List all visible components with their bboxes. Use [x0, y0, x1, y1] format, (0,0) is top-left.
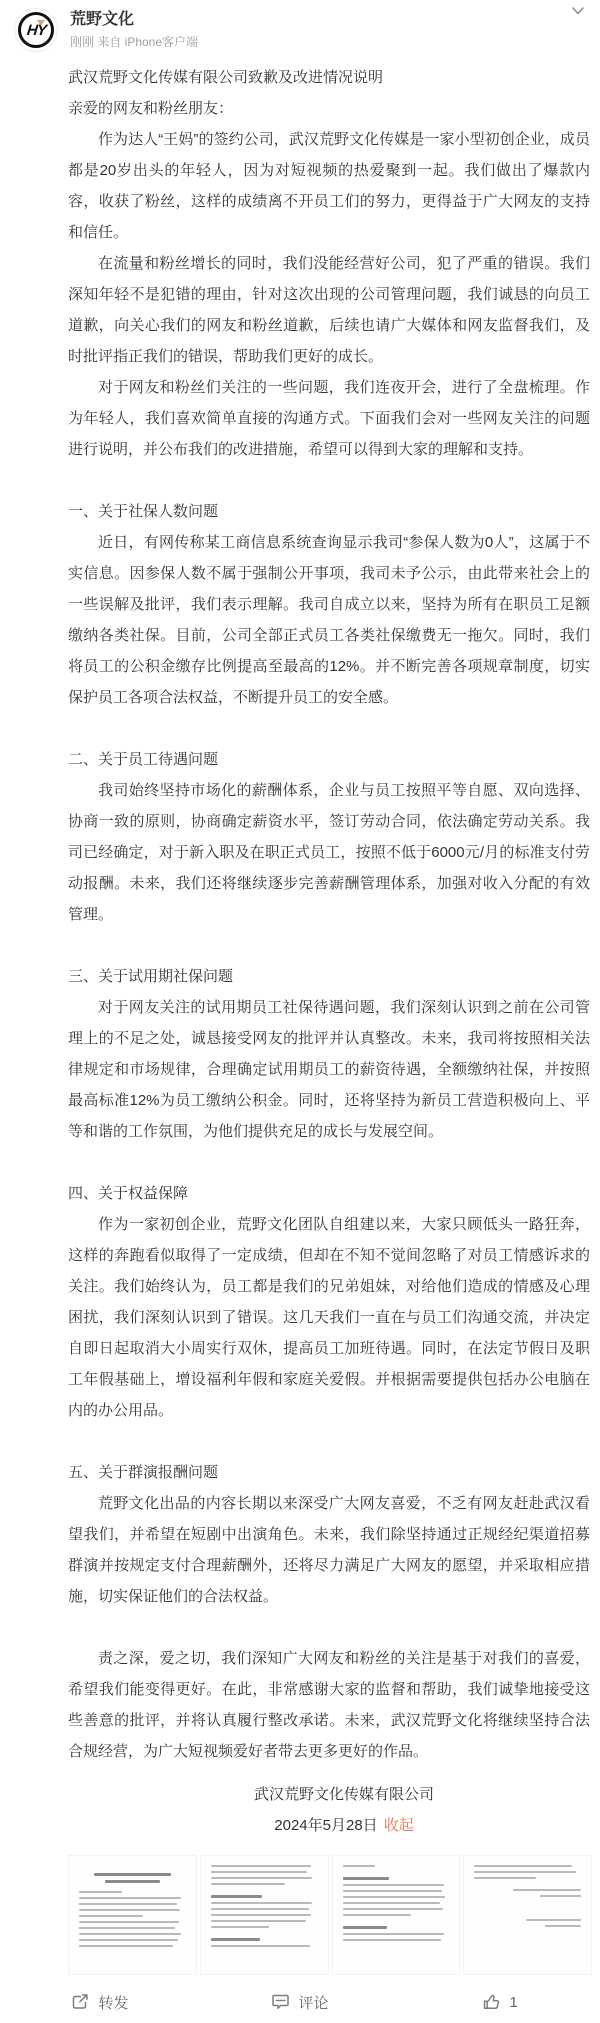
collapse-link[interactable]: 收起: [383, 1817, 414, 1834]
repost-icon: [71, 1993, 90, 2011]
chevron-down-icon[interactable]: [570, 4, 586, 22]
section-body: 荒野文化出品的内容长期以来深受广大网友喜爱，不乏有网友赶赴武汉看望我们，并希望在短剧中出演角色。未来，我们除坚持通过正规经纪渠道招募群演并按规定支付合理薪酬外，还将尽力满足广大网友的愿望，并采取相应措施，切实保证他们的合法权益。: [68, 1495, 590, 1605]
repost-button[interactable]: [0, 1992, 200, 2013]
action-bar: [0, 1987, 600, 2017]
avatar-accent-triangle: [37, 20, 45, 26]
post-meta: 刚刚 来自 iPhone客户端: [70, 35, 199, 49]
signature-company: 武汉荒野文化传媒有限公司: [253, 1786, 434, 1803]
comment-label: 评论: [298, 1994, 329, 2012]
statement-title: 武汉荒野文化传媒有限公司致歉及改进情况说明: [68, 69, 384, 86]
salutation: 亲爱的网友和粉丝朋友：: [68, 100, 234, 117]
like-count: 1: [509, 1993, 518, 2011]
section-heading: 四、关于权益保障: [68, 1185, 189, 1202]
avatar[interactable]: [14, 8, 58, 52]
author-name[interactable]: 荒野文化: [70, 11, 135, 28]
avatar-monogram: HY: [25, 21, 47, 39]
post-text: [68, 62, 590, 1841]
section-body: 作为一家初创企业，荒野文化团队自组建以来，大家只顾低头一路狂奔，这样的奔跑看似取得了一定成绩，但却在不知不觉间忽略了对员工情感诉求的关注。我们始终认为，员工都是我们的兄弟姐妹，对给他们造成的情感及心理困扰，我们深刻认识到了错误。这几天我们一直在与员工们沟通交流，并决定自即日起取消大小周实行双休，提高员工加班待遇。同时，在法定节假日及职工年假基础上，增设福利年假和家庭关爱假。并根据需要提供包括办公电脑在内的办公用品。: [68, 1216, 590, 1419]
section-heading: 二、关于员工待遇问题: [68, 751, 219, 768]
closing-paragraph: 责之深，爱之切，我们深知广大网友和粉丝的关注是基于对我们的喜爱，希望我们能变得更好。在此，非常感谢大家的监督和帮助，我们诚挚地接受这些善意的批评，并将认真履行整改承诺。未来，武汉荒野文化将继续坚持合法合规经营，为广大短视频爱好者带去更多更好的作品。: [68, 1650, 590, 1760]
section-heading: 一、关于社保人数问题: [68, 503, 219, 520]
intro-paragraph: 作为达人“王妈”的签约公司，武汉荒野文化传媒是一家小型初创企业，成员都是20岁出头的年轻人，因为对短视频的热爱聚到一起。我们做出了爆款内容，收获了粉丝，这样的成绩离不开员工们的努力，更得益于广大网友的支持和信任。: [68, 131, 590, 241]
attachment-page-1[interactable]: [68, 1855, 197, 1975]
comment-button[interactable]: [200, 1992, 400, 2013]
post-header: [0, 0, 600, 56]
section-body: 对于网友关注的试用期员工社保待遇问题，我们深刻认识到之前在公司管理上的不足之处，诚恳接受网友的批评并认真整改。未来，我司将按照相关法律规定和市场规律，合理确定试用期员工的薪资待遇，全额缴纳社保，并按照最高标准12%为员工缴纳公积金。同时，还将坚持为新员工营造积极向上、平等和谐的工作氛围，为他们提供充足的成长与发展空间。: [68, 999, 590, 1140]
intro-paragraph: 对于网友和粉丝们关注的一些问题，我们连夜开会，进行了全盘梳理。作为年轻人，我们喜欢简单直接的沟通方式。下面我们会对一些网友关注的问题进行说明，并公布我们的改进措施，希望可以得到大家的理解和支持。: [68, 379, 590, 458]
repost-label: 转发: [98, 1994, 129, 2012]
section-body: 近日，有网传称某工商信息系统查询显示我司“参保人数为0人”，这属于不实信息。因参保人数不属于强制公开事项，我司未予公示，由此带来社会上的一些误解及批评，我们表示理解。我司自成立以来，坚持为所有在职员工足额缴纳各类社保。目前，公司全部正式员工各类社保缴费无一拖欠。同时，我们将员工的公积金缴存比例提高至最高的12%。并不断完善各项规章制度，切实保护员工各项合法权益，不断提升员工的安全感。: [68, 534, 590, 706]
avatar-logo: [18, 12, 54, 48]
attachment-page-4[interactable]: [463, 1855, 592, 1975]
attachment-page-3[interactable]: [332, 1855, 461, 1975]
intro-paragraph: 在流量和粉丝增长的同时，我们没能经营好公司，犯了严重的错误。我们深知年轻不是犯错的理由，针对这次出现的公司管理问题，我们诚恳的向员工道歉，向关心我们的网友和粉丝道歉，后续也请广大媒体和网友监督我们，及时批评指正我们的错误，帮助我们更好的成长。: [68, 255, 590, 365]
signature-date: 2024年5月28日: [274, 1817, 378, 1834]
comment-icon: [271, 1993, 290, 2011]
attachment-grid: [68, 1855, 592, 1975]
section-heading: 五、关于群演报酬问题: [68, 1464, 219, 1481]
like-button[interactable]: [400, 1993, 600, 2011]
thumbs-up-icon: [482, 1993, 501, 2011]
section-body: 我司始终坚持市场化的薪酬体系，企业与员工按照平等自愿、双向选择、协商一致的原则，协商确定薪资水平，签订劳动合同，依法确定劳动关系。我司已经确定，对于新入职及在职正式员工，按照不低于6000元/月的标准支付劳动报酬。未来，我们还将继续逐步完善薪酬管理体系，加强对收入分配的有效管理。: [68, 782, 590, 923]
section-heading: 三、关于试用期社保问题: [68, 968, 234, 985]
attachment-page-2[interactable]: [200, 1855, 329, 1975]
